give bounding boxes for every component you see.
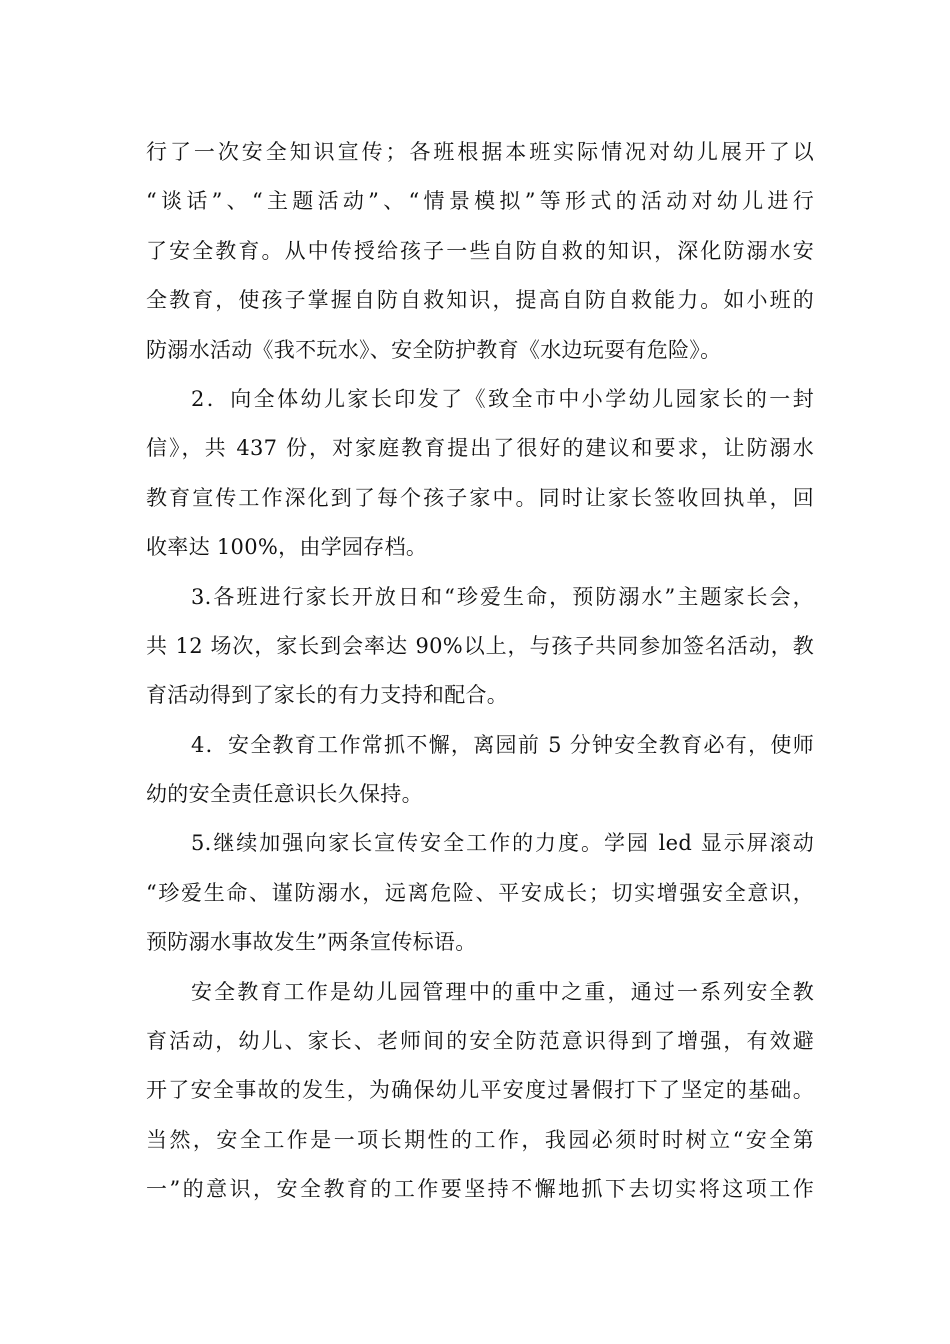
text-line-17: 预防溺水事故发生”两条宣传标语。 [146, 930, 477, 955]
text-line-3: 了安全教育。从中传授给孩子一些自防自救的知识，深化防溺水安 [146, 238, 814, 263]
text-line-10: 3.各班进行家长开放日和“珍爱生命，预防溺水”主题家长会， [191, 584, 814, 609]
text-line-14: 幼的安全责任意识长久保持。 [146, 782, 423, 807]
text-line-18: 安全教育工作是幼儿园管理中的重中之重，通过一系列安全教 [191, 979, 814, 1004]
text-line-21: 当然，安全工作是一项长期性的工作，我园必须时时树立“安全第 [146, 1127, 814, 1152]
text-line-6: 2．向全体幼儿家长印发了《致全市中小学幼儿园家长的一封 [191, 386, 814, 411]
document-page [146, 128, 814, 1215]
text-line-1: 行了一次安全知识宣传；各班根据本班实际情况对幼儿展开了以 [146, 140, 814, 164]
text-line-16: “珍爱生命、谨防溺水，远离危险、平安成长；切实增强安全意识， [146, 880, 814, 905]
text-line-15: 5.继续加强向家长宣传安全工作的力度。学园 led 显示屏滚动 [191, 831, 814, 856]
text-line-13: 4．安全教育工作常抓不懈，离园前 5 分钟安全教育必有，使师 [191, 732, 814, 757]
text-line-5: 防溺水活动《我不玩水》、安全防护教育《水边玩耍有危险》。 [146, 337, 722, 362]
text-line-7: 信》，共 437 份，对家庭教育提出了很好的建议和要求，让防溺水 [146, 436, 814, 461]
text-line-4: 全教育，使孩子掌握自防自救知识，提高自防自救能力。如小班的 [146, 288, 814, 313]
text-line-8: 教育宣传工作深化到了每个孩子家中。同时让家长签收回执单，回 [146, 485, 814, 510]
text-line-2: “谈话”、“主题活动”、“情景模拟”等形式的活动对幼儿进行 [146, 189, 814, 214]
text-line-19: 育活动，幼儿、家长、老师间的安全防范意识得到了增强，有效避 [146, 1029, 814, 1054]
text-line-22: 一”的意识，安全教育的工作要坚持不懈地抓下去切实将这项工作 [146, 1177, 814, 1202]
text-line-11: 共 12 场次，家长到会率达 90%以上，与孩子共同参加签名活动，教 [146, 633, 814, 658]
text-line-9: 收率达 100%，由学园存档。 [146, 535, 428, 560]
text-line-20: 开了安全事故的发生，为确保幼儿平安度过暑假打下了坚定的基础。 [146, 1078, 814, 1103]
text-line-12: 育活动得到了家长的有力支持和配合。 [146, 683, 509, 708]
